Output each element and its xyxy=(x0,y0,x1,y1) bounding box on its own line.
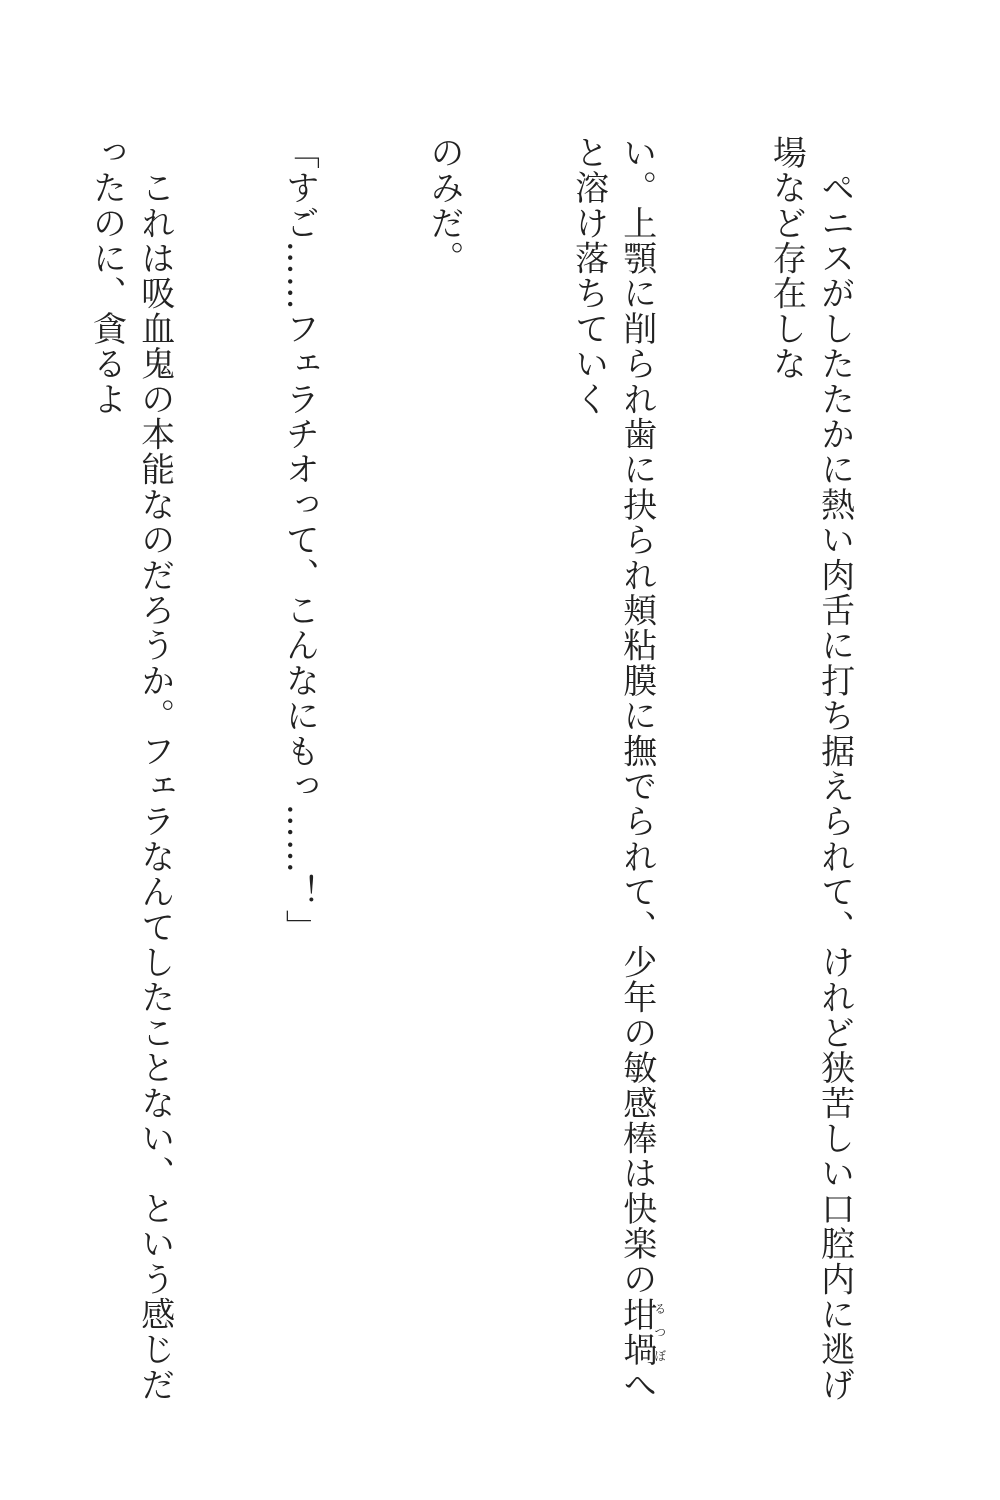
text-line-4: 「すご……フェラチオって、こんなにもっ……！」 xyxy=(279,135,320,945)
text-line-2: い。上顎に削られ歯に抉られ頬粘膜に撫でられて、少年の敏感棒は快楽の坩堝るつぼへと溶け落ちていく xyxy=(568,135,667,1403)
text-line-1: ペニスがしたたかに熱い肉舌に打ち据えられて、けれど狭苦しい口腔内に逃げ場など存在しな xyxy=(766,135,855,1403)
vertical-text-body xyxy=(0,135,955,1420)
text-line-5: これは吸血鬼の本能なのだろうか。フェラなんてしたことない、という感じだったのに、貪るよ xyxy=(86,135,175,1403)
ruby-rutsubo: 坩堝るつぼ xyxy=(616,1296,667,1368)
furigana-rutsubo: るつぼ xyxy=(652,1296,667,1368)
text-line-3: のみだ。 xyxy=(423,135,464,276)
